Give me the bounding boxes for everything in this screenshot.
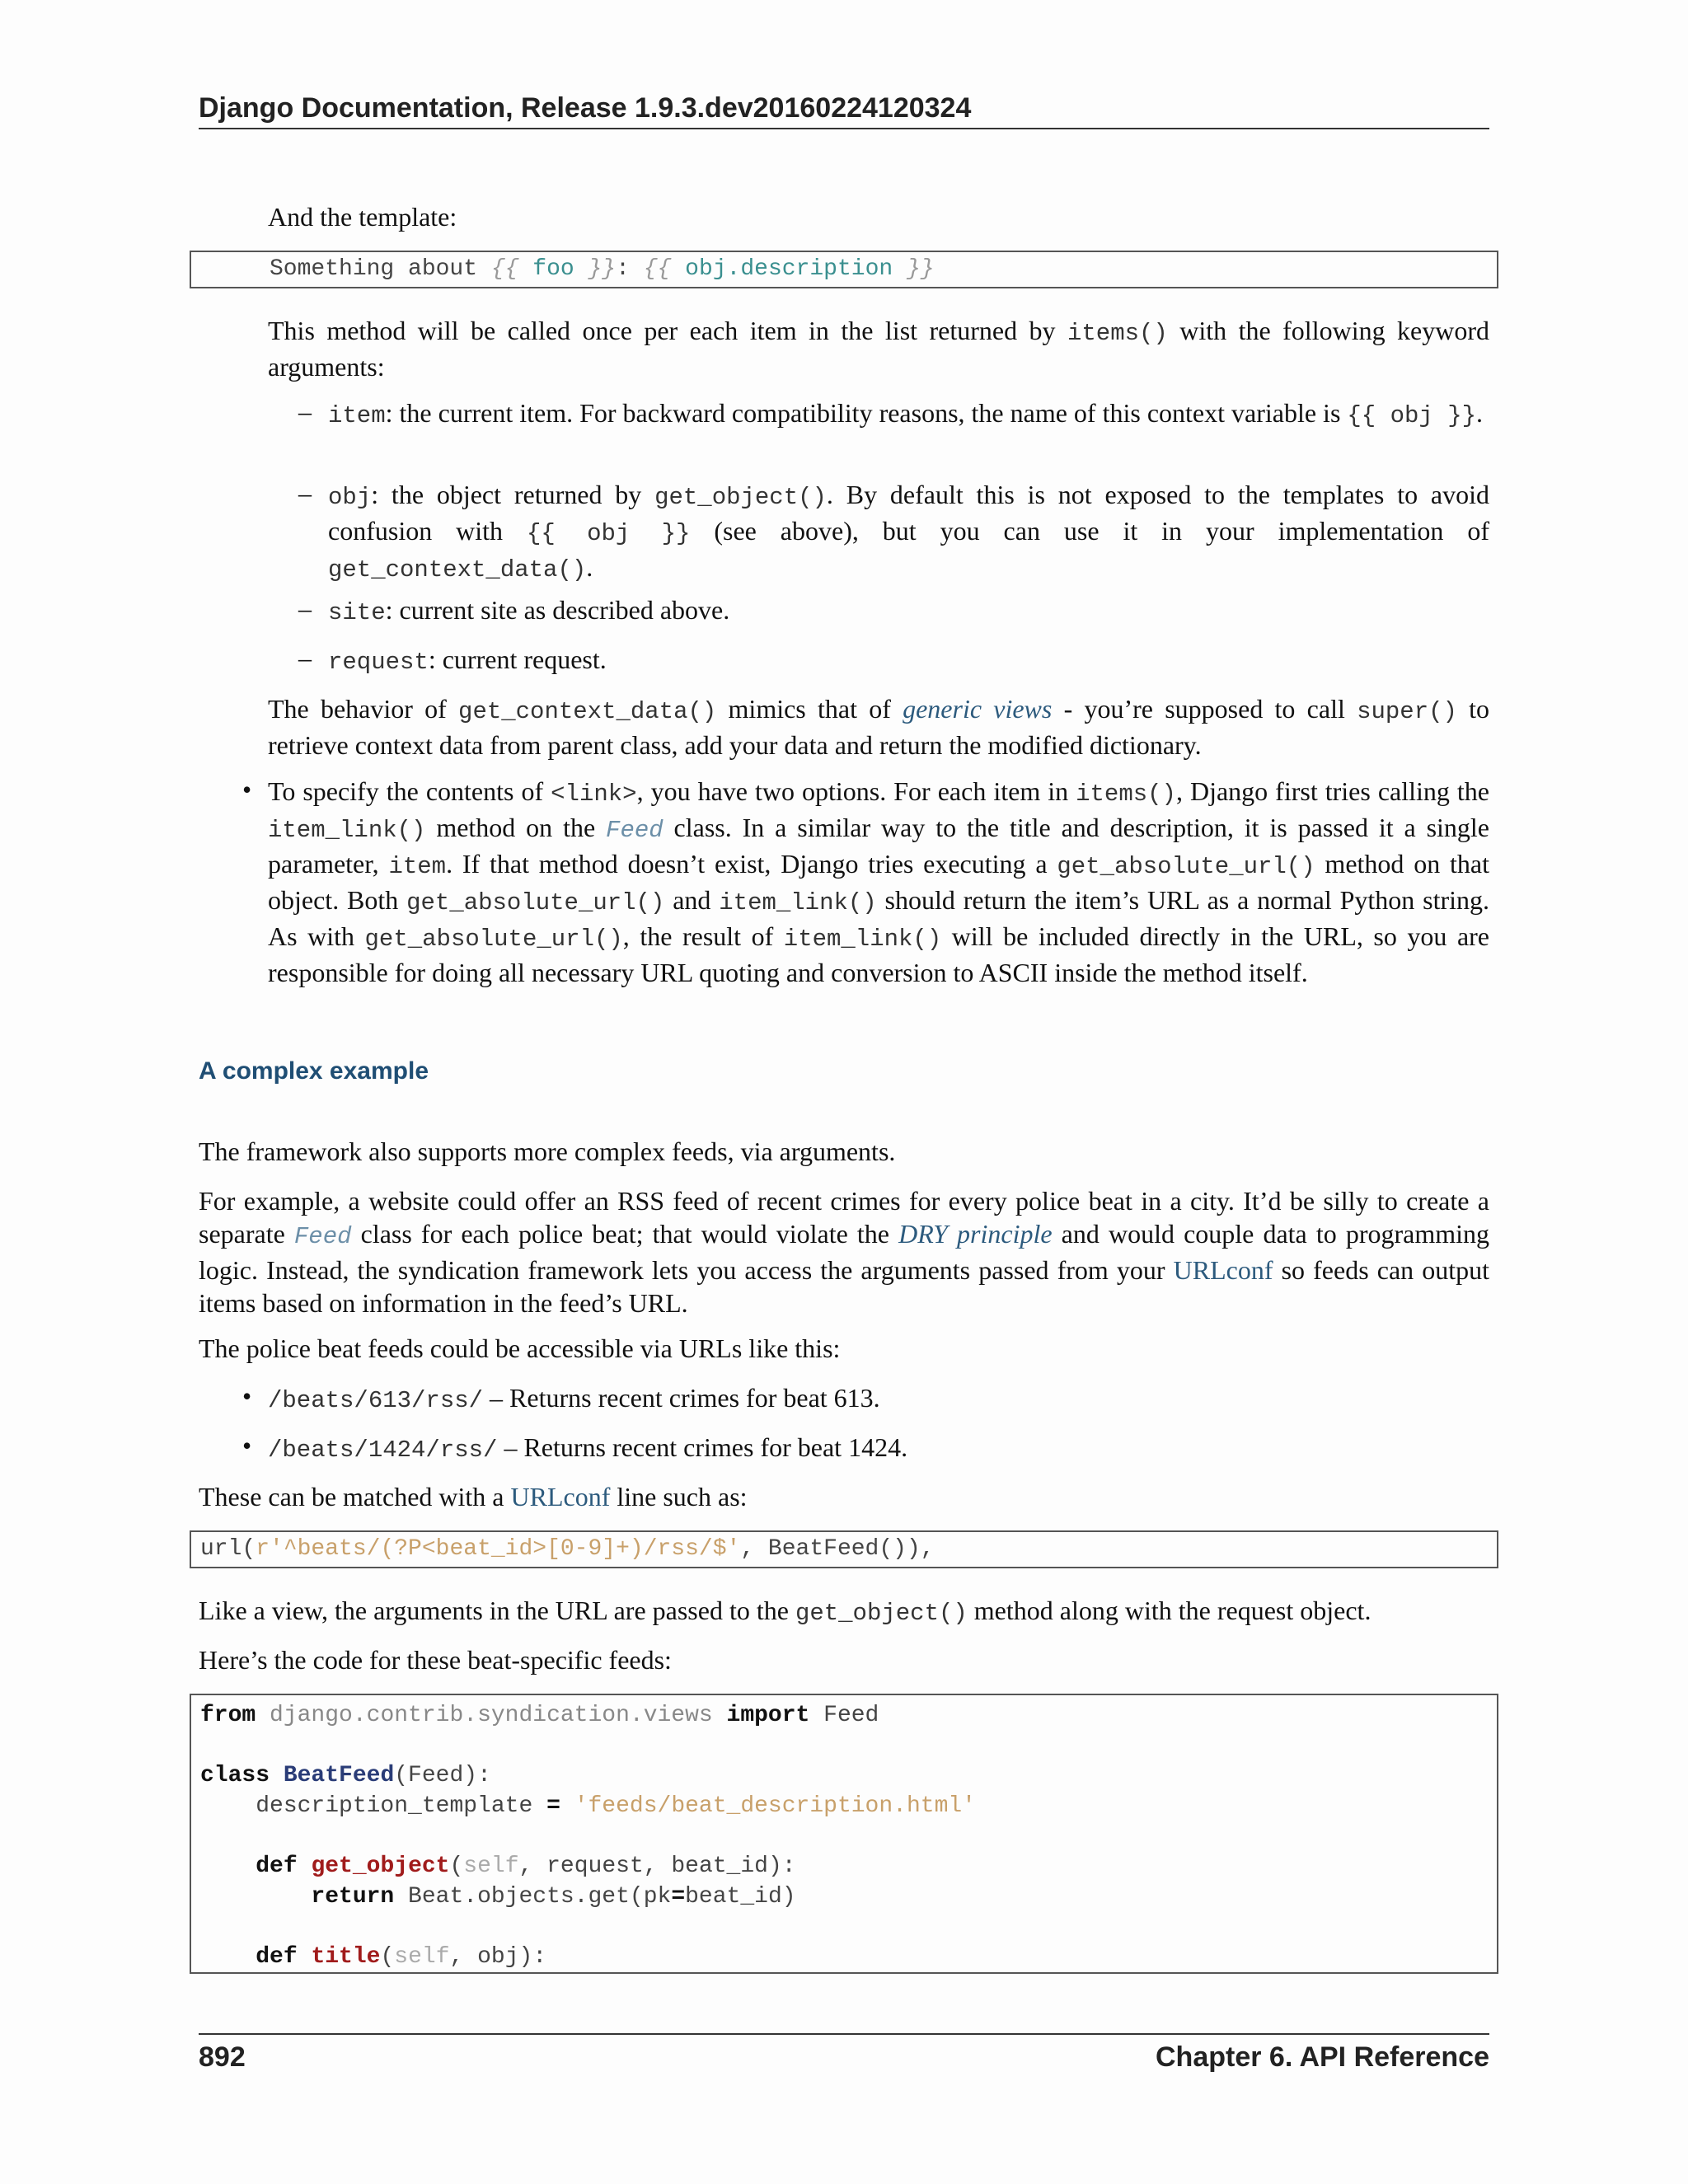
text-run: This method will be called once per each item in the list returned by: [268, 316, 1067, 345]
code-token: def: [256, 1943, 298, 1970]
code-token: BeatFeed: [283, 1763, 395, 1789]
text-run: to retrieve context data from parent class, add your data and return the modified dictionary.: [268, 694, 1490, 760]
text-run: and would couple data to programming logic. Instead, the syndication framework lets you access the arguments passed from your: [199, 1219, 1490, 1285]
inline-code: get_absolute_url(): [1057, 853, 1315, 880]
feed-link[interactable]: Feed: [606, 817, 663, 844]
code-line: [200, 1821, 1497, 1852]
text-run: method on that object. Both: [268, 849, 1490, 915]
inline-code: get_absolute_url(): [364, 926, 623, 953]
text-run: so feeds can output items based on information in the feed’s URL.: [199, 1255, 1490, 1318]
arg-site: [328, 593, 1489, 630]
text-run: method along with the request object.: [967, 1596, 1372, 1625]
text-run: and: [664, 885, 720, 915]
text-run: For example, a website could offer an RSS feed of recent crimes for every police beat in a city. It’d be silly to create a separate: [199, 1186, 1489, 1249]
paragraph-1: The framework also supports more complex feeds, via arguments.: [199, 1137, 896, 1166]
code-token: class: [200, 1763, 270, 1789]
text-run: : current site as described above.: [385, 595, 730, 625]
code-token: {{: [490, 256, 533, 282]
inline-code: get_context_data(): [458, 698, 717, 725]
dry-principle-link[interactable]: DRY principle: [898, 1219, 1053, 1249]
urlconf-link[interactable]: URLconf: [510, 1482, 611, 1511]
text-run: , Django first tries calling the: [1175, 776, 1490, 806]
text-run: line such as:: [610, 1482, 748, 1511]
text-run: , you have two options. For each item in: [636, 776, 1076, 806]
beatfeed-code-block: [190, 1694, 1498, 1974]
code-token: from: [200, 1703, 256, 1728]
inline-code: item_link(): [719, 889, 877, 916]
code-token: 'feeds/beat_description.html': [560, 1793, 976, 1819]
url-bullet: [268, 1431, 907, 1467]
code-token: title: [311, 1943, 381, 1970]
code-line: [200, 1732, 1497, 1762]
section-heading: A complex example: [199, 1057, 429, 1085]
code-token: def: [256, 1853, 298, 1879]
text-run: – Returns recent crimes for beat 613.: [483, 1383, 880, 1413]
inline-code: get_absolute_url(): [406, 889, 665, 916]
code-token: Feed: [809, 1703, 879, 1728]
text-run: with the following keyword arguments:: [268, 316, 1490, 382]
text-run: Like a view, the arguments in the URL are passed to the: [199, 1596, 795, 1625]
inline-code: get_context_data(): [328, 556, 587, 583]
code-token: (Feed):: [394, 1763, 491, 1789]
inline-code: get_object(): [795, 1600, 968, 1627]
code-line: [200, 1882, 1497, 1913]
link-bullet-paragraph: [268, 775, 1489, 989]
list-dash: –: [298, 643, 312, 673]
text-run: : current request.: [428, 644, 607, 674]
code-token: get_object: [311, 1853, 450, 1879]
text-run: The behavior of: [268, 694, 459, 724]
code-token: (: [449, 1853, 464, 1879]
code-token: self: [463, 1853, 519, 1879]
code-token: beat_id): [685, 1883, 796, 1910]
text-run: class. In a similar way to the title and description, it is passed it a single parameter,: [268, 813, 1490, 879]
code-text: Something about: [270, 256, 491, 282]
list-dash: –: [298, 396, 312, 426]
inline-code: {{ obj }}: [1347, 402, 1477, 429]
bullet: •: [242, 775, 252, 804]
code-line: [200, 1792, 1497, 1822]
code-line: [200, 1912, 1497, 1943]
code-token: , BeatFeed()),: [740, 1536, 935, 1562]
text-run: .: [1476, 398, 1484, 428]
code-token: :: [616, 256, 644, 282]
code-line: [200, 1761, 1497, 1792]
list-dash: –: [298, 593, 312, 623]
paragraph-2: [199, 1184, 1489, 1319]
code-line: [200, 1943, 1497, 1973]
text-run: , the result of: [622, 921, 784, 951]
page-number: 892: [199, 2041, 246, 2073]
inline-code: item: [328, 402, 386, 429]
code-token: =: [546, 1793, 560, 1819]
method-paragraph: [268, 314, 1489, 383]
template-code-block: [190, 251, 1498, 288]
code-token: }}: [574, 256, 617, 282]
code-token: import: [726, 1703, 810, 1728]
inline-code: super(): [1357, 698, 1457, 725]
text-run: : the object returned by: [371, 480, 655, 509]
code-line: [200, 1852, 1497, 1882]
text-run: mimics that of: [716, 694, 903, 724]
inline-code: get_object(): [654, 484, 827, 511]
inline-code: item_link(): [783, 926, 942, 953]
arg-obj: [328, 478, 1489, 587]
text-run: (see above), but you can use it in your implementation of: [690, 516, 1489, 546]
urlconf-link[interactable]: URLconf: [1173, 1255, 1273, 1285]
text-run: method on the: [425, 813, 607, 842]
arg-item: [328, 396, 1489, 433]
inline-code: items(): [1067, 320, 1168, 347]
paragraph-6: Here’s the code for these beat-specific feeds:: [199, 1645, 672, 1675]
code-token: self: [394, 1943, 450, 1970]
code-line: [200, 1701, 1497, 1732]
code-token: , obj):: [449, 1943, 547, 1970]
code-token: {{: [643, 256, 686, 282]
inline-code: /beats/1424/rss/: [268, 1436, 498, 1464]
text-run: . If that method doesn’t exist, Django tries executing a: [446, 849, 1057, 879]
running-footer: [199, 2033, 1489, 2074]
inline-code: {{ obj }}: [526, 520, 691, 547]
behavior-paragraph: [268, 692, 1489, 762]
url-code-block: [190, 1530, 1498, 1568]
code-token: obj.description: [685, 256, 893, 282]
code-token: , request, beat_id):: [518, 1853, 796, 1879]
code-token: Beat.objects.get(pk: [394, 1883, 672, 1910]
text-run: : the current item. For backward compatibility reasons, the name of this context variable is: [385, 398, 1348, 428]
url-bullet: [268, 1381, 880, 1418]
inline-code: item: [388, 853, 447, 880]
code-token: r'^beats/(?P<beat_id>[0-9]+)/rss/$': [256, 1536, 741, 1562]
code-token: url(: [200, 1536, 256, 1562]
list-dash: –: [298, 478, 312, 508]
bullet: •: [242, 1431, 252, 1460]
code-token: (: [380, 1943, 395, 1970]
intro-text: And the template:: [268, 202, 457, 232]
inline-code: site: [328, 599, 386, 626]
text-run: – Returns recent crimes for beat 1424.: [497, 1432, 908, 1462]
code-token: }}: [893, 256, 935, 282]
text-run: These can be matched with a: [199, 1482, 511, 1511]
inline-code: <link>: [551, 780, 637, 808]
arg-request: [328, 643, 1489, 679]
code-token: =: [671, 1883, 686, 1910]
text-run: class for each police beat; that would violate the: [351, 1219, 899, 1249]
text-run: .: [586, 552, 593, 582]
feed-link[interactable]: Feed: [293, 1223, 352, 1250]
bullet: •: [242, 1381, 252, 1411]
inline-code: request: [328, 649, 429, 676]
inline-code: /beats/613/rss/: [268, 1387, 484, 1414]
inline-code: obj: [328, 484, 372, 511]
chapter-title: Chapter 6. API Reference: [1156, 2041, 1489, 2073]
paragraph-4: [199, 1480, 748, 1513]
paragraph-3: The police beat feeds could be accessible via URLs like this:: [199, 1333, 841, 1363]
text-run: To specify the contents of: [268, 776, 551, 806]
code-token: django.contrib.syndication.views: [256, 1703, 727, 1728]
text-run: . By default this is not exposed to the templates to avoid confusion with: [328, 480, 1490, 546]
code-token: description_template: [200, 1793, 547, 1819]
inline-code: item_link(): [268, 817, 426, 844]
code-token: foo: [532, 256, 574, 282]
text-run: will be included directly in the URL, so you are responsible for doing all necessary URL quoting and conversion to ASCII inside the method itself.: [268, 921, 1490, 987]
running-header: Django Documentation, Release 1.9.3.dev20160224120324: [199, 92, 1489, 129]
text-run: - you’re supposed to call: [1052, 694, 1357, 724]
text-run: should return the item’s URL as a normal Python string. As with: [268, 885, 1490, 951]
inline-code: items(): [1076, 780, 1176, 808]
code-token: return: [311, 1883, 395, 1910]
paragraph-5: [199, 1594, 1371, 1630]
generic-views-link[interactable]: generic views: [903, 694, 1053, 724]
